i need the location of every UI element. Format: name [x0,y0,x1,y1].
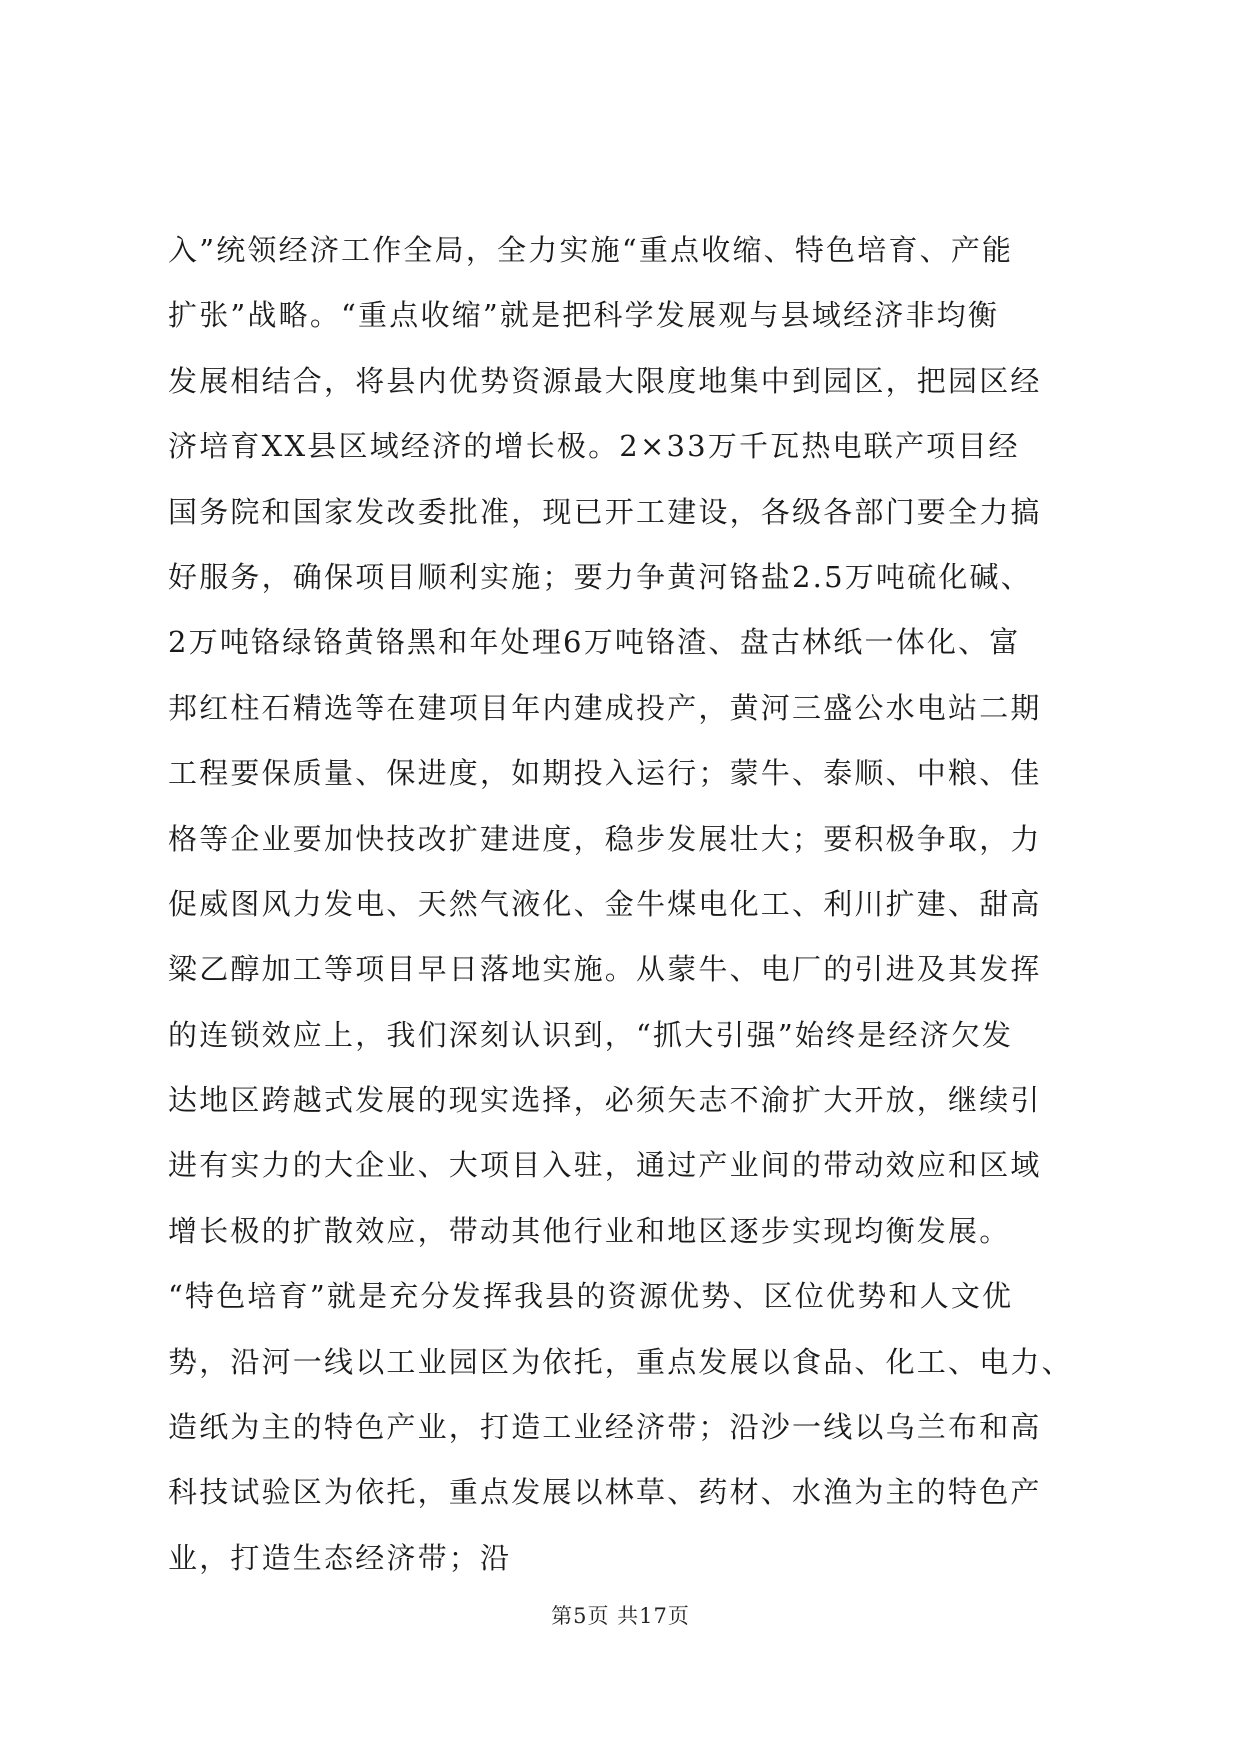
text-line: 促威图风力发电、天然气液化、金牛煤电化工、利川扩建、甜高 [168,886,1042,921]
text-line: 科技试验区为依托，重点发展以林草、药材、水渔为主的特色产 [168,1475,1042,1510]
text-line: 增长极的扩散效应，带动其他行业和地区逐步实现均衡发展。 [168,1213,1011,1248]
text-line: 济培育XX县区域经济的增长极。2×33万千瓦热电联产项目经 [168,429,1020,464]
text-line: 入”统领经济工作全局，全力实施“重点收缩、特色培育、产能 [168,233,1014,267]
text-line: 达地区跨越式发展的现实选择，必须矢志不渝扩大开放，继续引 [168,1083,1042,1118]
text-line: “特色培育”就是充分发挥我县的资源优势、区位优势和人文优 [168,1279,1014,1314]
text-line: 2万吨铬绿铬黄铬黑和年处理6万吨铬渣、盘古林纸一体化、富 [168,625,1021,660]
text-line: 粱乙醇加工等项目早日落地实施。从蒙牛、电厂的引进及其发挥 [168,952,1042,987]
text-line: 的连锁效应上，我们深刻认识到，“抓大引强”始终是经济欠发 [168,1017,1014,1052]
text-line: 工程要保质量、保进度，如期投入运行；蒙牛、泰顺、中粮、佳 [168,756,1042,791]
text-line: 好服务，确保项目顺利实施；要力争黄河铬盐2.5万吨硫化碱、 [168,559,1032,594]
text-line: 发展相结合，将县内优势资源最大限度地集中到园区，把园区经 [168,363,1042,398]
text-line: 格等企业要加快技改扩建进度，稳步发展壮大；要积极争取，力 [168,821,1042,856]
text-line: 扩张”战略。“重点收缩”就是把科学发展观与县域经济非均衡 [168,298,1000,333]
text-line: 进有实力的大企业、大项目入驻，通过产业间的带动效应和区域 [168,1148,1042,1183]
text-line: 造纸为主的特色产业，打造工业经济带；沿沙一线以乌兰布和高 [168,1410,1042,1445]
text-line: 势，沿河一线以工业园区为依托，重点发展以食品、化工、电力、 [168,1344,1073,1379]
text-line: 国务院和国家发改委批准，现已开工建设，各级各部门要全力搞 [168,494,1042,529]
page-number-footer: 第5页 共17页 [551,1604,690,1628]
text-line: 邦红柱石精选等在建项目年内建成投产，黄河三盛公水电站二期 [168,690,1042,725]
text-line: 业，打造生态经济带；沿 [168,1540,512,1575]
body-text [168,232,1078,1605]
